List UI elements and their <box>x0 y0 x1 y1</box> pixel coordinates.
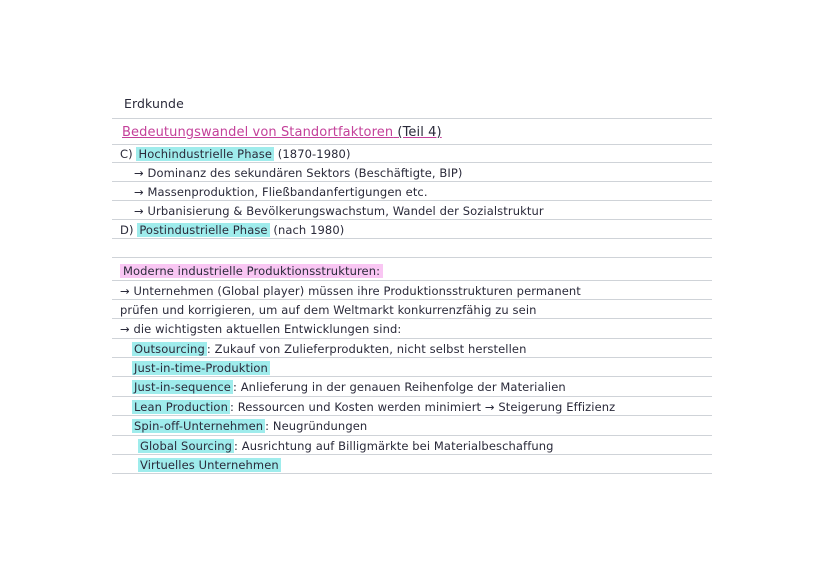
ruled-line <box>112 238 712 239</box>
item-term: Just-in-time-Produktion <box>134 361 268 375</box>
ruled-line <box>112 357 712 358</box>
intro-line-3: → die wichtigsten aktuellen Entwicklungen sind: <box>120 322 402 336</box>
intro-line-2: prüfen und korrigieren, um auf dem Weltmarkt konkurrenzfähig zu sein <box>120 303 537 317</box>
ruled-line <box>112 181 712 182</box>
ruled-line <box>112 257 712 258</box>
section-heading-text: Moderne industrielle Produktionsstrukturen: <box>120 264 383 278</box>
ruled-line <box>112 396 712 397</box>
item-term: Virtuelles Unternehmen <box>140 458 279 472</box>
item-desc: : Ausrichtung auf Billigmärkte bei Materialbeschaffung <box>234 439 554 453</box>
ruled-line <box>112 219 712 220</box>
ruled-line <box>112 162 712 163</box>
list-item <box>132 379 566 395</box>
list-item <box>138 438 554 454</box>
phase-c-point-3: → Urbanisierung & Bevölkerungswachstum, Wandel der Sozialstruktur <box>134 204 544 218</box>
ruled-line <box>112 338 712 339</box>
phase-c-label: Hochindustrielle Phase <box>138 147 273 161</box>
page-title <box>122 125 442 141</box>
phase-c-point-1: → Dominanz des sekundären Sektors (Beschäftigte, BIP) <box>134 166 463 180</box>
ruled-line <box>112 144 712 145</box>
item-desc: : Neugründungen <box>265 419 368 433</box>
list-item <box>132 341 526 357</box>
phase-d-range: (nach 1980) <box>273 223 345 237</box>
ruled-line <box>112 454 712 455</box>
item-term: Global Sourcing <box>140 439 233 453</box>
title-part: (Teil 4) <box>397 125 442 140</box>
item-desc: : Anlieferung in der genauen Reihenfolge der Materialien <box>232 380 566 394</box>
phase-d-line <box>120 222 344 238</box>
list-item <box>132 418 367 434</box>
list-item <box>132 399 615 415</box>
ruled-line <box>112 435 712 436</box>
subject-heading: Erdkunde <box>124 96 184 111</box>
phase-c-point-2: → Massenproduktion, Fließbandanfertigungen etc. <box>134 185 428 199</box>
ruled-line <box>112 376 712 377</box>
item-term: Spin-off-Unternehmen <box>134 419 264 433</box>
ruled-line <box>112 299 712 300</box>
phase-d-label: Postindustrielle Phase <box>139 223 268 237</box>
intro-line-1: → Unternehmen (Global player) müssen ihre Produktionsstrukturen permanent <box>120 284 581 298</box>
item-term: Outsourcing <box>134 342 205 356</box>
phase-d-prefix: D) <box>120 223 134 237</box>
ruled-line <box>112 318 712 319</box>
list-item <box>132 360 270 376</box>
ruled-line <box>112 280 712 281</box>
section-heading <box>120 263 383 279</box>
ruled-line <box>112 473 712 474</box>
item-desc: : Ressourcen und Kosten werden minimiert → Steigerung Effizienz <box>229 400 616 414</box>
item-term: Just-in-sequence <box>134 380 231 394</box>
item-term: Lean Production <box>134 400 228 414</box>
list-item <box>138 457 281 473</box>
title-main: Bedeutungswandel von Standortfaktoren <box>122 125 394 140</box>
ruled-line <box>112 415 712 416</box>
phase-c-prefix: C) <box>120 147 133 161</box>
phase-c-line <box>120 146 351 162</box>
item-desc: : Zukauf von Zulieferprodukten, nicht selbst herstellen <box>206 342 527 356</box>
phase-c-range: (1870-1980) <box>277 147 351 161</box>
ruled-line <box>112 118 712 119</box>
ruled-line <box>112 200 712 201</box>
